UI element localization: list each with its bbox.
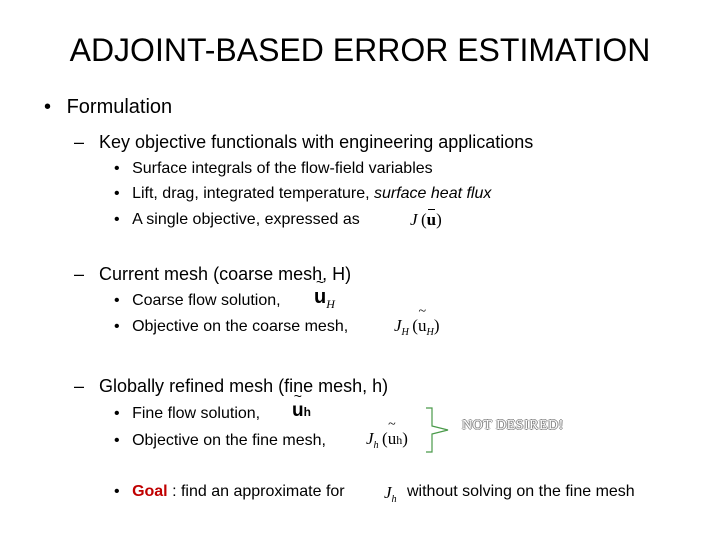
section2-item1: • Coarse flow solution,	[114, 292, 281, 309]
formula-u-fine: ~ uh	[292, 400, 311, 422]
formula-j-u: J (u)	[410, 210, 442, 229]
section3-item2: • Objective on the fine mesh,	[114, 432, 326, 449]
small-bullet: •	[114, 211, 120, 228]
formulation-line	[44, 96, 172, 119]
slide-title: ADJOINT-BASED ERROR ESTIMATION	[69, 32, 651, 68]
not-desired-annotation: NOT DESIRED!	[462, 418, 564, 433]
section2-heading-line	[74, 264, 351, 285]
formula-u-coarse: ~ $u_H$	[314, 286, 335, 312]
formula-jh-coarse: $J_H$ (~ $u_H$)	[394, 316, 440, 338]
small-bullet: •	[114, 185, 120, 202]
section1-heading: Key objective functionals with engineering applications	[99, 132, 534, 152]
section1-heading-line	[74, 132, 533, 153]
section3-heading: Globally refined mesh (fine mesh, h)	[99, 376, 389, 396]
bullet: •	[44, 96, 52, 118]
goal-tail: without solving on the fine mesh	[407, 483, 635, 500]
section1-item2: • Lift, drag, integrated temperature, surface heat flux	[114, 185, 492, 202]
section1-item1: • Surface integrals of the flow-field variables	[114, 160, 433, 177]
goal-label: Goal	[132, 483, 168, 500]
dash: –	[74, 376, 85, 396]
goal-text: : find an approximate for	[167, 483, 345, 500]
formulation-text: Formulation	[66, 96, 173, 118]
section2-item2: • Objective on the coarse mesh,	[114, 318, 349, 335]
small-bullet: •	[114, 432, 120, 449]
section1-item3: • A single objective, expressed as	[114, 211, 360, 228]
section3-item1: • Fine flow solution,	[114, 405, 261, 422]
small-bullet: •	[114, 405, 120, 422]
formula-jh-goal: $J_h$	[384, 483, 397, 506]
small-bullet: •	[114, 160, 120, 177]
bracket-icon	[422, 406, 456, 454]
section2-heading: Current mesh (coarse mesh, H)	[99, 264, 352, 284]
dash: –	[74, 264, 85, 284]
goal-line	[114, 483, 345, 501]
small-bullet: •	[114, 318, 120, 335]
section3-heading-line	[74, 376, 388, 397]
small-bullet: •	[114, 483, 120, 500]
dash: –	[74, 132, 85, 152]
formula-jh-fine: $J_h$ (~ uh)	[366, 429, 408, 451]
small-bullet: •	[114, 292, 120, 309]
